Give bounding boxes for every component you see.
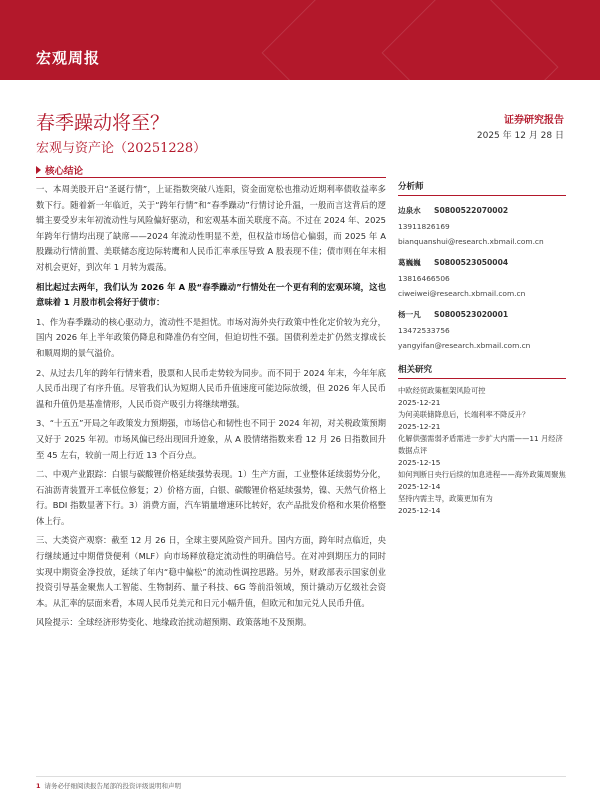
analyst-license: S0800523050004	[434, 258, 509, 267]
related-heading: 相关研究	[398, 363, 566, 379]
paragraph: 一、本周美股开启“圣诞行情”，上证指数突破八连阳，资金面宽松也推动近期利率债收益率多数下行。随着新一年临近，关于“跨年行情”和“春季躁动”行情讨论升温，一般而言这背后的逻辑主要受岁末年初流动性与风险偏好驱动，和宏观基本面关联度不高。不过在 2024 年、2025 年跨年行情均出现了缺席——2024 年流动性明显不差，但权益市场信心偏弱，而 2025 年 A 股躁动行情前置、美联储态度边际转鹰和人民币汇率承压导致 A 股表现不佳；债市则在年末相对机会更好，到次年 1 月转为震荡。	[36, 184, 386, 272]
analyst-card	[398, 254, 566, 301]
related-date: 2025-12-21	[398, 398, 441, 407]
triangle-icon	[36, 166, 41, 174]
analyst-email[interactable]: ciweiwei@research.xbmail.com.cn	[398, 289, 526, 298]
related-date: 2025-12-14	[398, 482, 441, 491]
related-date: 2025-12-15	[398, 458, 441, 467]
sidebar	[398, 180, 566, 517]
analyst-email[interactable]: bianquanshui@research.xbmail.com.cn	[398, 237, 544, 246]
analyst-email[interactable]: yangyifan@research.xbmail.com.cn	[398, 341, 531, 350]
paragraph: 3、“十五五”开局之年政策发力预期强，市场信心和韧性也不同于 2024 年初，对关税政策预期又好于 2025 年初。市场风偏已经出现回升迹象，从 A 股情绪指数来看 12 月 26 日指数回升至 45 左右，较前一周上行近 13 个百分点。	[36, 418, 386, 460]
related-date: 2025-12-14	[398, 506, 441, 515]
analyst-card	[398, 202, 566, 249]
analyst-name: 边泉水	[398, 206, 421, 215]
report-type: 证券研究报告	[504, 115, 564, 126]
analysts-heading: 分析师	[398, 180, 566, 196]
analyst-name: 杨一凡	[398, 310, 421, 319]
related-item[interactable]: 如何判断日央行后续的加息进程——海外政策周聚焦	[398, 470, 566, 479]
related-item[interactable]: 化解供强需弱矛盾需进一步扩大内需——11 月经济数据点评	[398, 434, 563, 455]
paragraph: 2、从过去几年的跨年行情来看，股票和人民币走势较为同步。而不同于 2024 年末，今年年底人民币出现了有序升值。尽管我们认为短期人民币升值速度可能边际放缓，但 2026 年人民币温和升值仍是基准情形，人民币资产吸引力将继续增强。	[36, 367, 386, 409]
paragraph: 1、作为春季躁动的核心驱动力，流动性不是担忧。市场对海外央行政策中性化定价较为充分，国内 2026 年上半年政策仍降息和降准仍有空间，但迫切性不强。国债利差走扩仍然支撑成长和顺周期的景气溢价。	[36, 316, 386, 358]
analyst-phone: 13911826169	[398, 222, 450, 231]
footer	[36, 781, 181, 790]
header-banner	[0, 0, 600, 80]
divider	[36, 177, 386, 178]
analyst-phone: 13816466506	[398, 274, 450, 283]
analyst-license: S0800523020001	[434, 310, 509, 319]
analyst-card	[398, 306, 566, 353]
related-item[interactable]: 坚持内需主导，政策更加有为	[398, 494, 493, 503]
report-date: 2025 年 12 月 28 日	[476, 131, 564, 141]
related-date: 2025-12-21	[398, 422, 441, 431]
related-research	[398, 363, 566, 517]
paragraph: 二、中观产业跟踪：白银与碳酸锂价格延续强势表现。1）生产方面，工业整体延续弱势分化，石油沥青装置开工率低位修复；2）价格方面，白银、碳酸锂价格延续强势，镍、天然气价格上行。BDI 指数显著下行。3）消费方面，汽车销量增速环比转好，农产品批发价格和水果价格整体上行。	[36, 469, 386, 526]
analyst-name: 葛巍巍	[398, 258, 421, 267]
risk-warning: 风险提示：全球经济形势变化、地缘政治扰动超预期、政策落地不及预期。	[36, 617, 312, 628]
paragraph: 三、大类资产观察：截至 12 月 26 日，全球主要风险资产回升。国内方面，跨年时点临近，央行继续通过中期借贷便利（MLF）向市场释放稳定流动性的明确信号。在对冲到期压力的同时实现中期资金净投放，延续了年内“稳中偏松”的流动性调控思路。另外，财政部表示国家创业投资引导基金聚焦人工智能、生物制药、量子科技、6G 等前沿领域，预计撬动万亿级社会资本。从汇率的层面来看，本周人民币兑美元和日元小幅升值，但欧元和加元兑人民币升值。	[36, 535, 386, 608]
main-body	[36, 182, 386, 635]
report-subtitle: 宏观与资产论（20251228）	[36, 141, 207, 156]
disclaimer-text: 请务必仔细阅读报告尾部的投资评级说明和声明	[44, 782, 182, 790]
analyst-phone: 13472533756	[398, 326, 450, 335]
core-conclusion-heading: 核心结论	[36, 163, 83, 177]
analyst-license: S0800522070002	[434, 206, 509, 215]
report-title: 春季躁动将至？	[36, 112, 170, 134]
report-series-label: 宏观周报	[36, 49, 101, 67]
paragraph: 相比起过去两年，我们认为 2026 年 A 股“春季躁动”行情处在一个更有利的宏观环境，这也意味着 1 月股市机会将好于债市：	[36, 281, 386, 308]
page-number: 1	[36, 782, 41, 790]
related-item[interactable]: 为何美联储降息后，长端利率不降反升？	[398, 410, 530, 419]
related-item[interactable]: 中欧经贸政策框架风险可控	[398, 386, 486, 395]
footer-divider	[36, 776, 566, 777]
